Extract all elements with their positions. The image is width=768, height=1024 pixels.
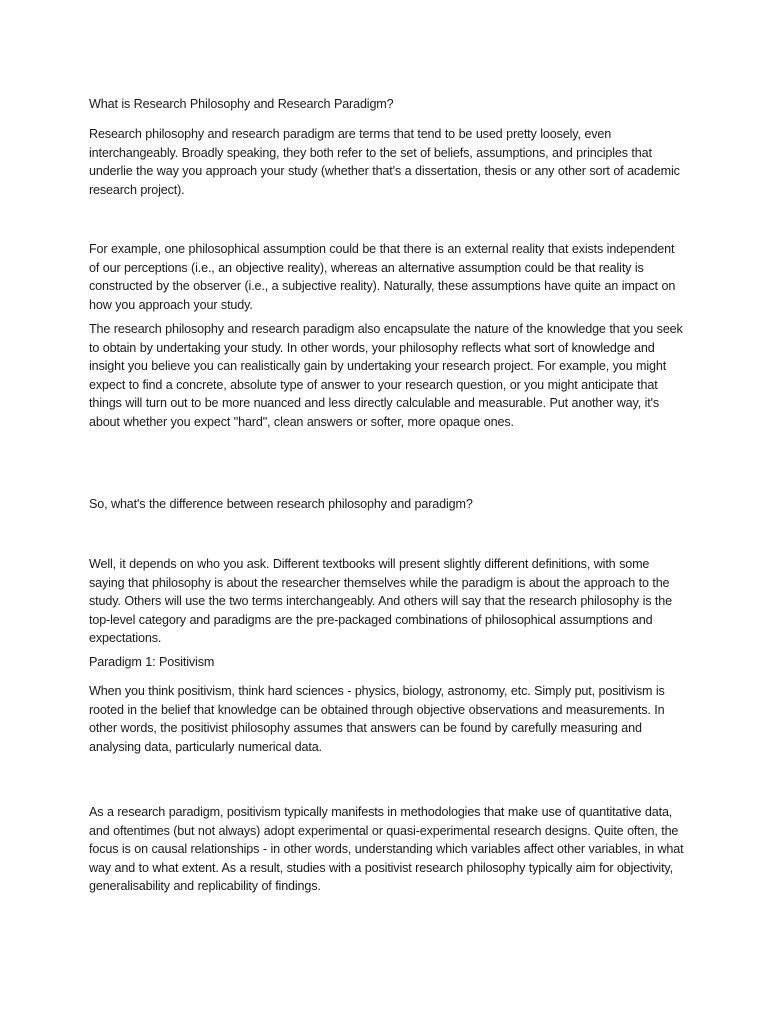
paragraph-difference-explained: Well, it depends on who you ask. Different textbooks will present slightly different definitions, with some saying that philosophy is about the researcher themselves while the paradigm is about the approach to the study. Others will use the two terms interchangeably. And others will say that the research philosophy is the top-level category and paradigms are the pre-packaged combinations of philosophical assumptions and expectations. bbox=[89, 557, 672, 646]
paragraph-positivism-methodology: As a research paradigm, positivism typically manifests in methodologies that make use of quantitative data, and oftentimes (but not always) adopt experimental or quasi-experimental research designs. Quite often, the focus is on causal relationships - in other words, understanding which variables affect other variables, in what way and to what extent. As a result, studies with a positivist research philosophy typically aim for objectivity, generalisability and replicability of findings. bbox=[89, 805, 684, 894]
section-heading-difference: So, what's the difference between research philosophy and paradigm? bbox=[89, 497, 473, 511]
paragraph-example-assumptions: For example, one philosophical assumption could be that there is an external reality that exists independent of our perceptions (i.e., an objective reality), whereas an alternative assumption could be that reality is constructed by the observer (i.e., a subjective reality). Naturally, these assumptions have quite an impact on how you approach your study. bbox=[89, 242, 676, 312]
document-heading: What is Research Philosophy and Research Paradigm? bbox=[89, 97, 394, 111]
paragraph-intro: Research philosophy and research paradigm are terms that tend to be used pretty loosely, even interchangeably. Broadly speaking, they both refer to the set of beliefs, assumptions, and principles that underlie the way you approach your study (whether that's a dissertation, thesis or any other sort of academic research project). bbox=[89, 127, 680, 197]
paragraph-nature-of-knowledge: The research philosophy and research paradigm also encapsulate the nature of the knowledge that you seek to obtain by undertaking your study. In other words, your philosophy reflects what sort of knowledge and insight you believe you can realistically gain by undertaking your research project. For example, you might expect to find a concrete, absolute type of answer to your research question, or you might anticipate that things will turn out to be more nuanced and less directly calculable and measurable. Put another way, it's about whether you expect "hard", clean answers or softer, more opaque ones. bbox=[89, 322, 683, 429]
section-heading-positivism: Paradigm 1: Positivism bbox=[89, 655, 215, 669]
paragraph-positivism-definition: When you think positivism, think hard sciences - physics, biology, astronomy, etc. Simply put, positivism is rooted in the belief that knowledge can be obtained through objective observations and measurements. In other words, the positivist philosophy assumes that answers can be found by carefully measuring and analysing data, particularly numerical data. bbox=[89, 684, 665, 754]
